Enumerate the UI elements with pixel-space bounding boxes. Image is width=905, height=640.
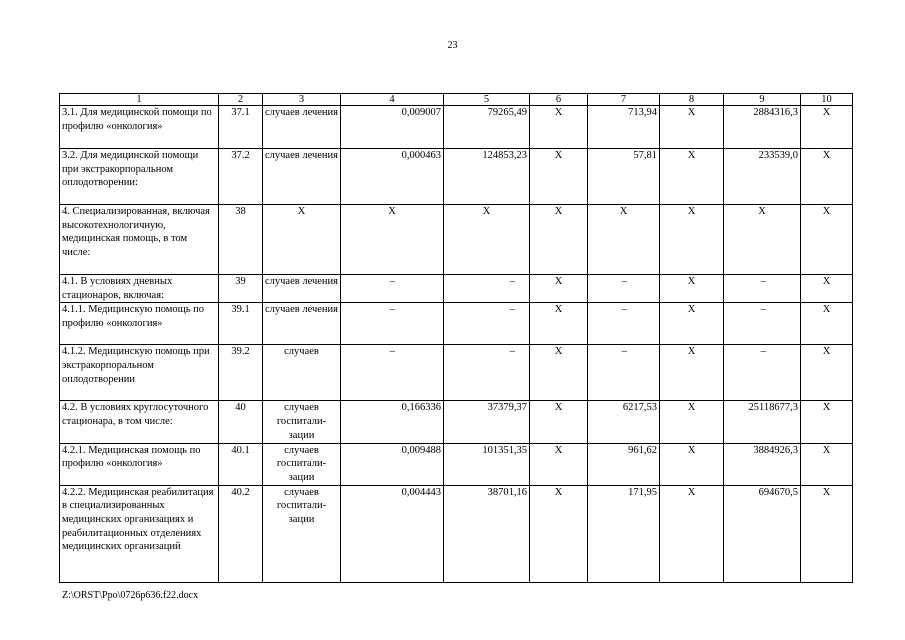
row-code: 39 (219, 275, 263, 303)
header-row (60, 94, 853, 106)
header-cell: 8 (660, 94, 724, 106)
header-cell: 2 (219, 94, 263, 106)
value-cell: X (530, 275, 588, 303)
value-cell: X (530, 303, 588, 345)
row-label: 4.2.2. Медицинская реабилитация в специализированных медицинских организациях и реабилитационных отделениях медицинских организаций (60, 485, 219, 582)
value-cell: X (660, 443, 724, 485)
value-cell: X (801, 275, 853, 303)
unit-cell: случаев лечения (263, 275, 341, 303)
value-cell: X (801, 106, 853, 149)
value-cell: X (660, 205, 724, 275)
value-cell: – (724, 345, 801, 401)
value-cell: X (660, 345, 724, 401)
row-code: 38 (219, 205, 263, 275)
header-cell: 5 (444, 94, 530, 106)
header-cell: 4 (341, 94, 444, 106)
table-row (60, 485, 853, 582)
value-cell: X (660, 401, 724, 443)
value-cell: 124853,23 (444, 149, 530, 205)
table-row (60, 275, 853, 303)
value-cell: X (660, 106, 724, 149)
value-cell: 0,009488 (341, 443, 444, 485)
table-row (60, 205, 853, 275)
row-label: 4.2. В условиях круглосуточного стационара, в том числе: (60, 401, 219, 443)
value-cell: 6217,53 (588, 401, 660, 443)
value-cell: X (801, 149, 853, 205)
unit-cell: X (263, 205, 341, 275)
value-cell: X (444, 205, 530, 275)
header-cell: 7 (588, 94, 660, 106)
value-cell: X (341, 205, 444, 275)
data-table (59, 93, 853, 583)
value-cell: 25118677,3 (724, 401, 801, 443)
value-cell: X (801, 443, 853, 485)
value-cell: X (801, 205, 853, 275)
value-cell: X (724, 205, 801, 275)
row-code: 37.2 (219, 149, 263, 205)
row-code: 37.1 (219, 106, 263, 149)
value-cell: 171,95 (588, 485, 660, 582)
row-label: 3.1. Для медицинской помощи по профилю «онкология» (60, 106, 219, 149)
header-cell: 9 (724, 94, 801, 106)
value-cell: X (660, 303, 724, 345)
value-cell: 57,81 (588, 149, 660, 205)
value-cell: 0,000463 (341, 149, 444, 205)
value-cell: – (724, 303, 801, 345)
value-cell: – (444, 345, 530, 401)
footer-file-path: Z:\ORST\Ppo\0726p636.f22.docx (62, 590, 199, 601)
value-cell: 3884926,3 (724, 443, 801, 485)
value-cell: X (530, 443, 588, 485)
row-label: 4. Специализированная, включая высокотехнологичную, медицинская помощь, в том числе: (60, 205, 219, 275)
value-cell: – (341, 345, 444, 401)
value-cell: X (660, 149, 724, 205)
value-cell: – (341, 303, 444, 345)
value-cell: X (530, 149, 588, 205)
row-code: 40.2 (219, 485, 263, 582)
unit-cell: случаев (263, 345, 341, 401)
value-cell: X (801, 485, 853, 582)
value-cell: 694670,5 (724, 485, 801, 582)
value-cell: – (588, 275, 660, 303)
value-cell: 961,62 (588, 443, 660, 485)
value-cell: – (724, 275, 801, 303)
table-row (60, 303, 853, 345)
value-cell: 101351,35 (444, 443, 530, 485)
value-cell: 79265,49 (444, 106, 530, 149)
value-cell: X (660, 275, 724, 303)
row-code: 39.2 (219, 345, 263, 401)
value-cell: – (588, 303, 660, 345)
value-cell: 0,004443 (341, 485, 444, 582)
row-label: 4.1.2. Медицинскую помощь при экстракорпоральном оплодотворении (60, 345, 219, 401)
value-cell: X (530, 345, 588, 401)
value-cell: X (801, 303, 853, 345)
value-cell: X (530, 205, 588, 275)
value-cell: – (341, 275, 444, 303)
value-cell: X (660, 485, 724, 582)
value-cell: – (444, 303, 530, 345)
table-row (60, 443, 853, 485)
row-label: 4.2.1. Медицинская помощь по профилю «онкология» (60, 443, 219, 485)
value-cell: 2884316,3 (724, 106, 801, 149)
value-cell: X (530, 485, 588, 582)
value-cell: 0,009007 (341, 106, 444, 149)
row-code: 40.1 (219, 443, 263, 485)
header-cell: 6 (530, 94, 588, 106)
row-code: 40 (219, 401, 263, 443)
value-cell: 233539,0 (724, 149, 801, 205)
table-row (60, 345, 853, 401)
unit-cell: случаев госпитали-зации (263, 443, 341, 485)
header-cell: 1 (60, 94, 219, 106)
header-cell: 10 (801, 94, 853, 106)
unit-cell: случаев госпитали-зации (263, 401, 341, 443)
value-cell: X (801, 401, 853, 443)
table-row (60, 106, 853, 149)
value-cell: 37379,37 (444, 401, 530, 443)
unit-cell: случаев лечения (263, 106, 341, 149)
value-cell: 0,166336 (341, 401, 444, 443)
row-label: 3.2. Для медицинской помощи при экстракорпоральном оплодотворении: (60, 149, 219, 205)
unit-cell: случаев лечения (263, 303, 341, 345)
value-cell: 713,94 (588, 106, 660, 149)
value-cell: X (801, 345, 853, 401)
value-cell: 38701,16 (444, 485, 530, 582)
row-label: 4.1. В условиях дневных стационаров, включая: (60, 275, 219, 303)
table-row (60, 401, 853, 443)
table-row (60, 149, 853, 205)
value-cell: – (444, 275, 530, 303)
row-label: 4.1.1. Медицинскую помощь по профилю «онкология» (60, 303, 219, 345)
value-cell: X (530, 106, 588, 149)
row-code: 39.1 (219, 303, 263, 345)
value-cell: X (588, 205, 660, 275)
page-number: 23 (447, 40, 458, 51)
unit-cell: случаев лечения (263, 149, 341, 205)
value-cell: X (530, 401, 588, 443)
unit-cell: случаев госпитали-зации (263, 485, 341, 582)
value-cell: – (588, 345, 660, 401)
header-cell: 3 (263, 94, 341, 106)
